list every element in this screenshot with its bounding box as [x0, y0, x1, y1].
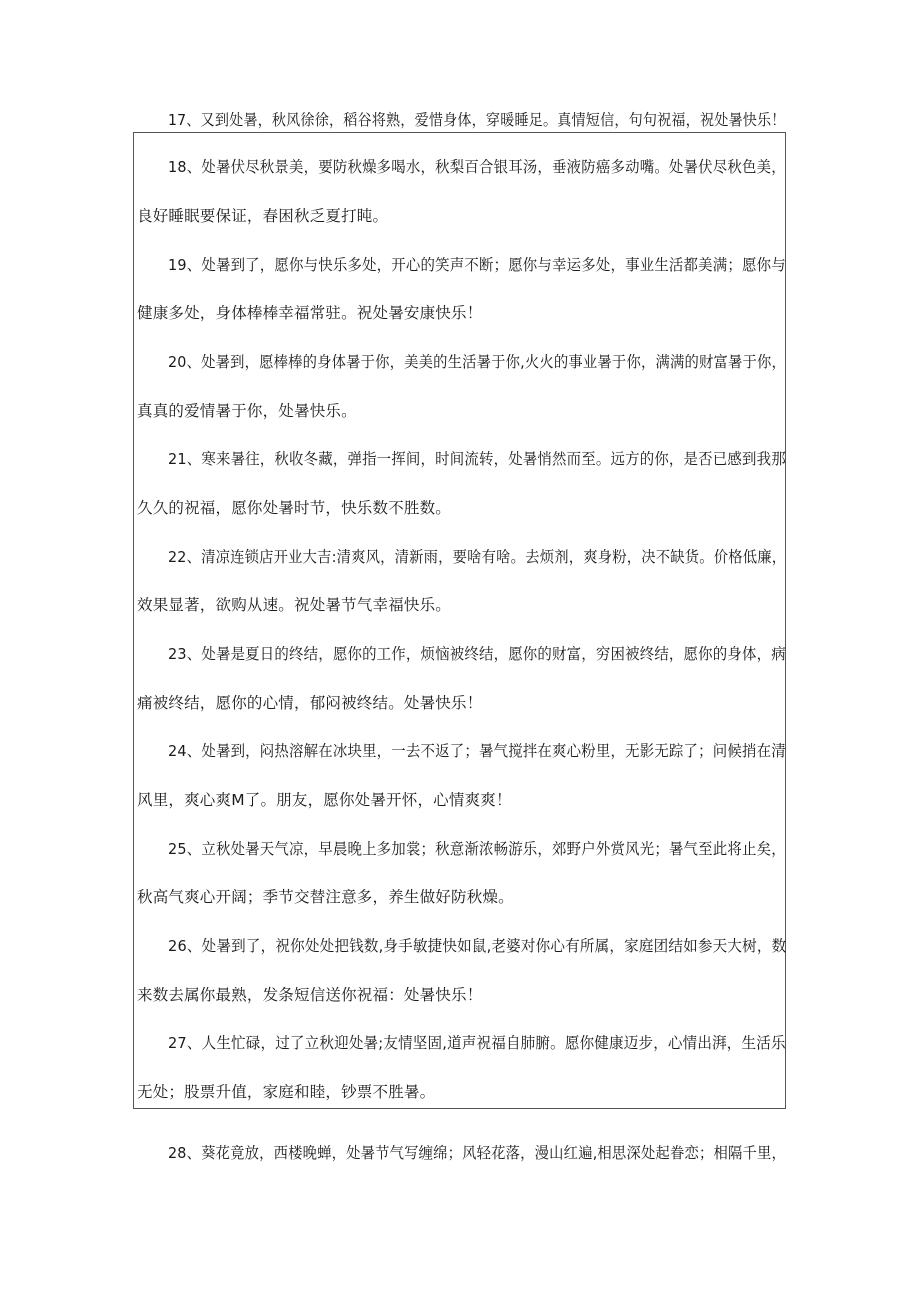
paragraph-19-line-2: 健康多处，身体棒棒幸福常驻。祝处暑安康快乐！ [137, 304, 483, 322]
paragraph-18-line-1: 18、处暑伏尽秋景美，要防秋燥多喝水，秋梨百合银耳汤，垂液防癌多动嘴。处暑伏尽秋色美， [168, 158, 786, 176]
paragraph-17-line-1: 17、又到处暑，秋风徐徐，稻谷将熟，爱惜身体，穿暖睡足。真情短信，句句祝福，祝处暑快乐！ [168, 111, 786, 129]
paragraph-18-line-2: 良好睡眠要保证，春困秋乏夏打盹。 [137, 207, 389, 225]
paragraph-24-line-2: 风里，爽心爽M了。朋友，愿你处暑开怀，心情爽爽！ [137, 791, 512, 809]
paragraph-20-line-2: 真真的爱情暑于你，处暑快乐。 [137, 402, 357, 420]
paragraph-23-line-2: 痛被终结，愿你的心情，郁闷被终结。处暑快乐！ [137, 694, 483, 712]
paragraph-19-line-1: 19、处暑到了，愿你与快乐多处，开心的笑声不断；愿你与幸运多处，事业生活都美满；愿你与 [168, 256, 786, 274]
paragraph-27-line-1: 27、人生忙碌，过了立秋迎处暑;友情坚固,道声祝福自肺腑。愿你健康迈步，心情出湃，生活乐 [168, 1034, 786, 1052]
paragraph-20-line-1: 20、处暑到，愿棒棒的身体暑于你，美美的生活暑于你,火火的事业暑于你，满满的财富暑于你， [168, 353, 786, 371]
paragraph-21-line-2: 久久的祝福，愿你处暑时节，快乐数不胜数。 [137, 499, 452, 517]
paragraph-25-line-2: 秋高气爽心开阔；季节交替注意多，养生做好防秋燥。 [137, 888, 514, 906]
paragraph-21-line-1: 21、寒来暑往，秋收冬藏，弹指一挥间，时间流转，处暑悄然而至。远方的你，是否已感到我那 [168, 450, 786, 468]
paragraph-22-line-1: 22、清凉连锁店开业大吉:清爽风，清新雨，要啥有啥。去烦剂，爽身粉，决不缺货。价格低廉， [168, 548, 787, 566]
paragraph-26-line-1: 26、处暑到了，祝你处处把钱数,身手敏捷快如鼠,老婆对你心有所属，家庭团结如参天大树，数 [168, 937, 787, 955]
paragraph-27-line-2: 无处；股票升值，家庭和睦，钞票不胜暑。 [137, 1083, 436, 1101]
paragraph-25-line-1: 25、立秋处暑天气凉，早晨晚上多加裳；秋意渐浓畅游乐，郊野户外赏风光；暑气至此将止矣， [168, 840, 786, 858]
paragraph-26-line-2: 来数去属你最熟，发条短信送你祝福：处暑快乐！ [137, 986, 483, 1004]
paragraph-24-line-1: 24、处暑到，闷热溶解在冰块里，一去不返了；暑气搅拌在爽心粉里，无影无踪了；问候捎在清 [168, 742, 786, 760]
paragraph-23-line-1: 23、处暑是夏日的终结，愿你的工作，烦恼被终结，愿你的财富，穷困被终结，愿你的身体，病 [168, 645, 786, 663]
paragraph-22-line-2: 效果显著，欲购从速。祝处暑节气幸福快乐。 [137, 596, 452, 614]
content-frame [133, 132, 786, 1109]
paragraph-28-line-1: 28、葵花竟放，西楼晚蝉，处暑节气写缠绵；风轻花落，漫山红遍,相思深处起眷恋；相隔千里， [168, 1144, 786, 1162]
